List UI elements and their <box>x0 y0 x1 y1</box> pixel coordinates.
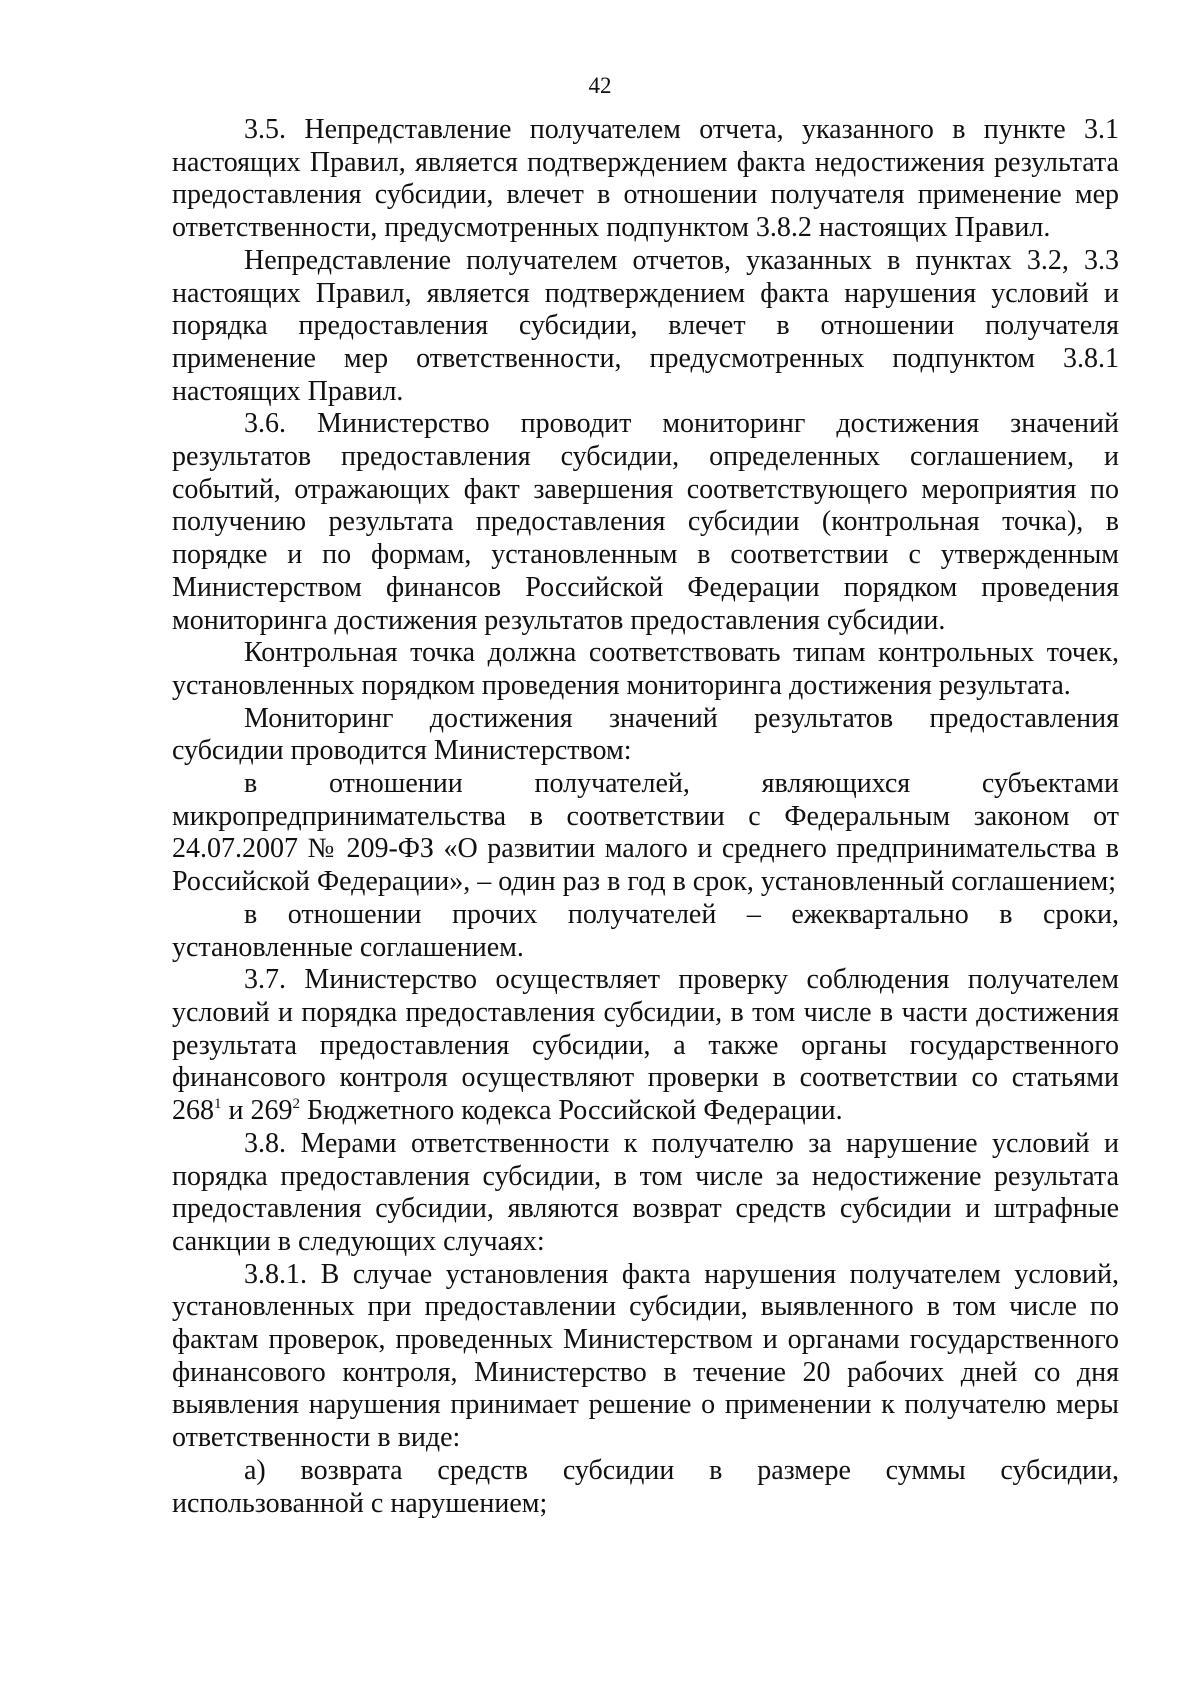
paragraph-other-recipients: в отношении прочих получателей – ежеквартально в сроки, установленные соглашением. <box>172 898 1119 963</box>
superscript-1: 1 <box>214 1096 222 1113</box>
paragraph-micro-enterprises: в отношении получателей, являющихся субъектами микропредпринимательства в соответствии с Федеральным законом от 24.07.2007 № 209-ФЗ «О развитии малого и среднего предпринимательства в Российской Федерации», – один раз в год в срок, установленный соглашением; <box>172 768 1119 898</box>
paragraph-3-7-text-end: Бюджетного кодекса Российской Федерации. <box>299 1095 843 1127</box>
superscript-2: 2 <box>292 1096 300 1113</box>
paragraph-3-7-text-mid: и 269 <box>221 1095 293 1127</box>
paragraph-3-6: 3.6. Министерство проводит мониторинг достижения значений результатов предоставления субсидии, определенных соглашением, и событий, отражающих факт завершения соответствующего мероприятия по получению результата предоставления субсидии (контрольная точка), в порядке и по формам, установленным в соответствии с утвержденным Министерством финансов Российской Федерации порядком проведения мониторинга достижения результатов предоставления субсидии. <box>172 408 1119 636</box>
paragraph-3-8-1: 3.8.1. В случае установления факта нарушения получателем условий, установленных при предоставлении субсидии, выявленного в том числе по фактам проверок, проведенных Министерством и органами государственного финансового контроля, Министерство в течение 20 рабочих дней со дня выявления нарушения принимает решение о применении к получателю меры ответственности в виде: <box>172 1258 1119 1454</box>
page-number: 42 <box>588 73 612 98</box>
paragraph-control-point: Контрольная точка должна соответствовать типам контрольных точек, установленных порядком проведения мониторинга достижения результата. <box>172 637 1119 701</box>
paragraph-3-5: 3.5. Непредставление получателем отчета, указанного в пункте 3.1 настоящих Правил, является подтверждением факта недостижения результата предоставления субсидии, влечет в отношении получателя применение мер ответственности, предусмотренных подпунктом 3.8.2 настоящих Правил. <box>172 114 1119 244</box>
paragraph-3-7 <box>172 964 1119 1128</box>
paragraph-3-5-continued: Непредставление получателем отчетов, указанных в пунктах 3.2, 3.3 настоящих Правил, является подтверждением факта нарушения условий и порядка предоставления субсидии, влечет в отношении получателя применение мер ответственности, предусмотренных подпунктом 3.8.1 настоящих Правил. <box>172 244 1119 407</box>
paragraph-monitoring: Мониторинг достижения значений результатов предоставления субсидии проводится Министерством: <box>172 702 1119 767</box>
paragraph-3-7-text-start: 3.7. Министерство осуществляет проверку соблюдения получателем условий и порядка предоставления субсидии, в том числе в части достижения результата предоставления субсидии, а также органы государственного финансового контроля осуществляют проверки в соответствии со статьями 268 <box>172 964 1119 1127</box>
paragraph-3-8: 3.8. Мерами ответственности к получателю за нарушение условий и порядка предоставления субсидии, в том числе за недостижение результата предоставления субсидии, являются возврат средств субсидии и штрафные санкции в следующих случаях: <box>172 1127 1119 1257</box>
paragraph-3-8-1-a: а) возврата средств субсидии в размере суммы субсидии, использованной с нарушением; <box>172 1454 1119 1519</box>
document-body <box>172 114 1119 1520</box>
